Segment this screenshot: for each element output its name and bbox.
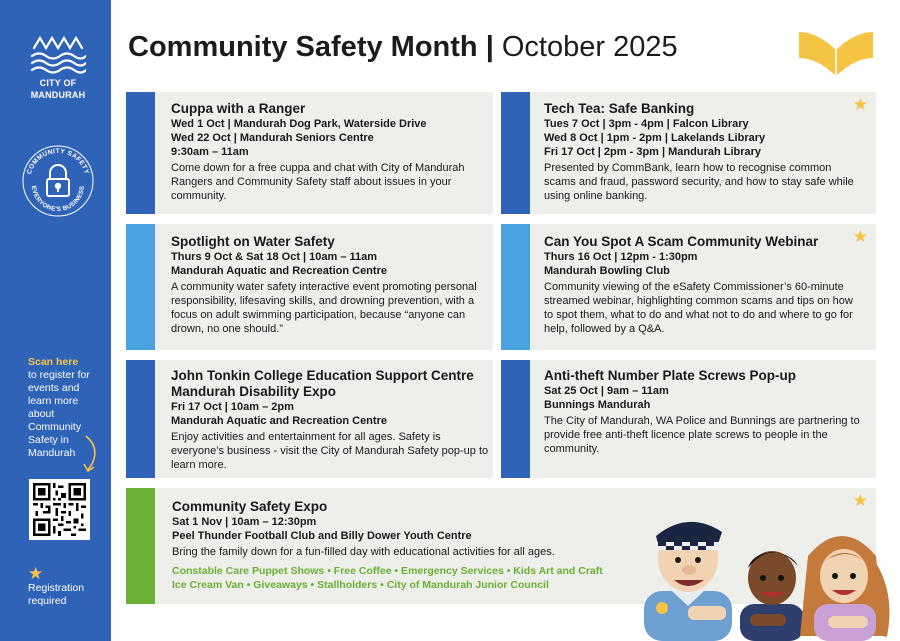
page-title [128,30,678,64]
event-detail: Thurs 9 Oct & Sat 18 Oct | 10am – 11am [171,251,378,263]
city-logo-icon [30,34,86,76]
registration-legend [28,565,106,608]
expo-detail: Sat 1 Nov | 10am – 12:30pm [172,516,317,528]
boy-puppet [740,551,804,641]
event-detail: Wed 8 Oct | 1pm - 2pm | Lakelands Library [544,132,766,144]
svg-text:COMMUNITY SAFETY [26,148,90,175]
title-month: October 2025 [501,31,678,63]
event-detail: Fri 17 Oct | 10am – 2pm [171,401,294,413]
event-detail: Wed 22 Oct | Mandurah Seniors Centre [171,132,374,144]
event-description: Presented by CommBank, learn how to recognise common scams and fraud, password security, and how to stay safe while using online banking. [544,162,854,202]
community-safety-badge-icon [20,143,96,219]
girl-puppet [800,536,884,641]
event-title: Anti-theft Number Plate Screws Pop-up [544,368,797,383]
event-color-bar [501,224,530,350]
title-separator: | [485,31,494,63]
registration-label: Registration required [28,582,85,607]
badge-bottom-text: EVERYONE'S BUSINESS [29,185,87,214]
event-title: John Tonkin College Education Support Centre Mandurah Disability Expo [171,368,474,399]
event-description: Come down for a free cuppa and chat with City of Mandurah Rangers and Community Safety staff about issues in your community. [171,162,465,202]
event-description: The City of Mandurah, WA Police and Bunnings are partnering to provide free anti-theft licence plate screws to people in the community. [544,415,860,455]
event-detail: Mandurah Aquatic and Recreation Centre [171,415,387,427]
puppet-characters-illustration [632,496,900,641]
event-detail: Sat 25 Oct | 9am – 11am [544,385,669,397]
event-color-bar [126,224,155,350]
expo-color-bar [126,488,155,604]
event-detail: Mandurah Aquatic and Recreation Centre [171,265,387,277]
event-title: Cuppa with a Ranger [171,101,306,116]
expo-description: Bring the family down for a fun-filled day with educational activities for all ages. [172,546,555,558]
expo-activities: Ice Cream Van • Giveaways • Stallholders • City of Mandurah Junior Council [172,579,549,591]
event-card [126,224,493,350]
expo-body [172,499,636,592]
event-body [544,101,856,203]
star-icon: ★ [852,95,868,114]
city-logo [26,34,90,100]
event-card [501,360,876,478]
open-book-icon [797,28,875,80]
star-icon: ★ [852,491,868,510]
qr-code[interactable] [29,479,90,540]
event-body [171,234,487,336]
logo-text-line2: MANDURAH [30,90,86,100]
event-color-bar [501,92,530,214]
event-title: Tech Tea: Safe Banking [544,101,695,116]
event-card [501,224,876,350]
logo-text-line1: CITY OF [39,78,77,88]
event-title: Spotlight on Water Safety [171,234,335,249]
event-detail: 9:30am – 11am [171,146,249,158]
event-body [544,368,862,456]
star-icon: ★ [852,227,868,246]
badge-top-text: COMMUNITY SAFETY [25,147,91,176]
event-description: Enjoy activities and entertainment for all ages. Safety is everyone’s business - visit the City of Mandurah Safety pop-up to learn more. [171,431,489,471]
event-card [126,360,493,478]
event-color-bar [126,360,155,478]
expo-activities: Constable Care Puppet Shows • Free Coffee • Emergency Services • Kids Art and Craft [172,565,603,577]
event-body [171,368,489,472]
event-body [171,101,487,203]
event-description: A community water safety interactive event promoting personal responsibility, lifesaving skills, and drowning prevention, with a focus on adult swimming participation, because “anyone can drown, no one should.” [171,281,477,335]
lock-icon [47,165,69,196]
event-description: Community viewing of the eSafety Commissioner’s 60-minute streamed webinar, highlighting common scams and tips on how to spot them, what to do and what not to do and where to go for help, followed by a Q&A. [544,281,853,335]
event-card [501,92,876,214]
curved-arrow-icon [78,434,102,474]
event-detail: Mandurah Bowling Club [544,265,670,277]
event-body [544,234,856,336]
event-detail: Bunnings Mandurah [544,399,651,411]
scan-text: to register for events and learn more about Community Safety in Mandurah [28,369,90,459]
title-main: Community Safety Month [128,31,478,63]
star-icon: ★ [28,564,44,583]
expo-detail: Peel Thunder Football Club and Billy Dower Youth Centre [172,530,472,542]
event-card [126,92,493,214]
expo-title: Community Safety Expo [172,499,328,514]
event-detail: Tues 7 Oct | 3pm - 4pm | Falcon Library [544,118,749,130]
scan-highlight: Scan here [28,356,79,368]
event-detail: Wed 1 Oct | Mandurah Dog Park, Waterside Drive [171,118,427,130]
event-color-bar [126,92,155,214]
event-color-bar [501,360,530,478]
police-puppet [644,522,732,641]
event-title: Can You Spot A Scam Community Webinar [544,234,819,249]
community-safety-badge [20,143,96,219]
event-detail: Fri 17 Oct | 2pm - 3pm | Mandurah Library [544,146,762,158]
event-detail: Thurs 16 Oct | 12pm - 1:30pm [544,251,698,263]
sidebar [0,0,111,641]
